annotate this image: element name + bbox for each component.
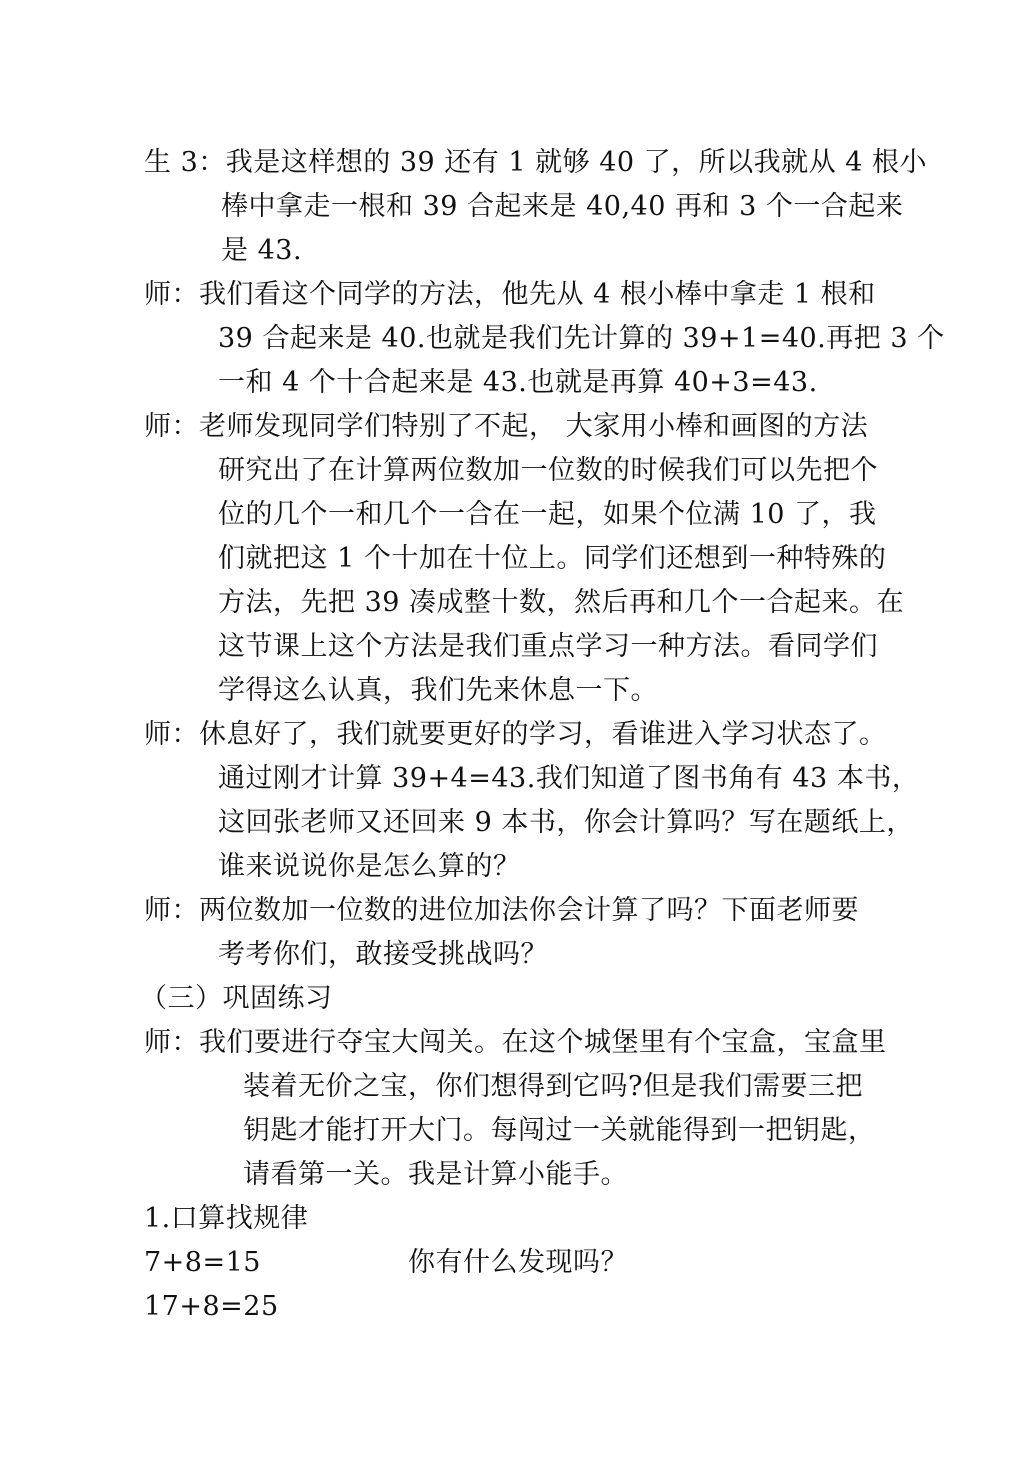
text-line: 师：老师发现同学们特别了不起， 大家用小棒和画图的方法 (144, 411, 869, 442)
text-line: 一和 4 个十合起来是 43.也就是再算 40+3=43. (218, 367, 818, 398)
exercise-question: 你有什么发现吗？ (408, 1247, 628, 1278)
text-line: 是 43. (221, 235, 303, 266)
text-line: 钥匙才能打开大门。每闯过一关就能得到一把钥匙， (243, 1115, 876, 1146)
text-line: 们就把这 1 个十加在十位上。同学们还想到一种特殊的 (218, 543, 887, 574)
exercise-heading: 1.口算找规律 (144, 1203, 309, 1234)
text-line: 学得这么认真，我们先来休息一下。 (218, 675, 658, 706)
text-line: 师：休息好了，我们就要更好的学习，看谁进入学习状态了。 (144, 719, 887, 750)
text-line: 39 合起来是 40.也就是我们先计算的 39+1=40.再把 3 个 (218, 323, 945, 354)
text-line: 这节课上这个方法是我们重点学习一种方法。看同学们 (218, 631, 878, 662)
text-line: 位的几个一和几个一合在一起，如果个位满 10 了，我 (218, 499, 877, 530)
text-line: 棒中拿走一根和 39 合起来是 40,40 再和 3 个一合起来 (221, 191, 904, 222)
text-line: 生 3：我是这样想的 39 还有 1 就够 40 了，所以我就从 4 根小 (144, 147, 927, 178)
text-line: 通过刚才计算 39+4=43.我们知道了图书角有 43 本书， (218, 763, 920, 794)
text-line: 装着无价之宝，你们想得到它吗?但是我们需要三把 (243, 1071, 863, 1102)
equation: 17+8=25 (144, 1291, 279, 1322)
section-heading: （三）巩固练习 (140, 983, 333, 1014)
text-line: 考考你们，敢接受挑战吗？ (218, 939, 548, 970)
text-line: 谁来说说你是怎么算的？ (218, 851, 521, 882)
text-line: 方法，先把 39 凑成整十数，然后再和几个一合起来。在 (218, 587, 905, 618)
text-line: 请看第一关。我是计算小能手。 (243, 1159, 628, 1190)
text-line: 师：我们看这个同学的方法，他先从 4 根小棒中拿走 1 根和 (144, 279, 876, 310)
text-line: 师：我们要进行夺宝大闯关。在这个城堡里有个宝盒，宝盒里 (144, 1027, 887, 1058)
text-line: 研究出了在计算两位数加一位数的时候我们可以先把个 (218, 455, 878, 486)
text-line: 这回张老师又还回来 9 本书，你会计算吗？写在题纸上， (218, 807, 914, 838)
equation: 7+8=15 (144, 1247, 261, 1278)
text-line: 师：两位数加一位数的进位加法你会计算了吗？下面老师要 (144, 895, 859, 926)
